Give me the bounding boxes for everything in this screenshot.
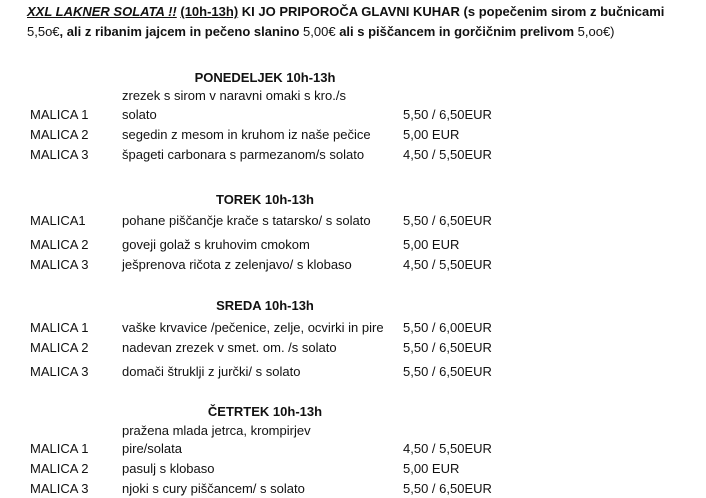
menu-row <box>0 237 706 254</box>
menu-row <box>0 481 706 498</box>
menu-dish: njoki s cury piščancem/ s solato <box>122 481 305 496</box>
salad-option-2: ali s piščancem in gorčičnim prelivom <box>339 24 575 39</box>
header-line-1 <box>27 4 664 19</box>
day-title: PONEDELJEK 10h-13h <box>194 70 336 85</box>
menu-price: 5,50 / 6,00EUR <box>403 320 492 335</box>
menu-dish: domači štruklji z jurčki/ s solato <box>122 364 301 379</box>
menu-code: MALICA 1 <box>30 320 89 335</box>
menu-dish: solato <box>122 107 157 122</box>
menu-price: 5,50 / 6,50EUR <box>403 481 492 496</box>
menu-row <box>0 340 706 357</box>
menu-price: 5,50 / 6,50EUR <box>403 213 492 228</box>
menu-price: 4,50 / 5,50EUR <box>403 257 492 272</box>
day-title: TOREK 10h-13h <box>215 192 314 207</box>
menu-row <box>0 213 706 230</box>
menu-row <box>0 147 706 164</box>
menu-code: MALICA 3 <box>30 364 89 379</box>
menu-dish: pire/solata <box>122 441 182 456</box>
salad-price-2: 5,00€ <box>303 24 336 39</box>
menu-code: MALICA 2 <box>30 461 89 476</box>
menu-code: MALICA 1 <box>30 441 89 456</box>
menu-row <box>0 127 706 144</box>
menu-code: MALICA 2 <box>30 340 89 355</box>
menu-dish: špageti carbonara s parmezanom/s solato <box>122 147 365 162</box>
menu-code: MALICA 2 <box>30 237 89 252</box>
day-title: ČETRTEK 10h-13h <box>207 404 323 419</box>
menu-dish: pasulj s klobaso <box>122 461 215 476</box>
salad-description: KI JO PRIPOROČA GLAVNI KUHAR (s popečenim sirom z bučnicami <box>241 4 665 19</box>
menu-price: 4,50 / 5,50EUR <box>403 441 492 456</box>
menu-row <box>0 364 706 381</box>
menu-row <box>0 423 706 440</box>
salad-price-3: 5,oo€) <box>577 24 615 39</box>
menu-dish: pohane piščančje krače s tatarsko/ s solato <box>122 213 371 228</box>
menu-dish: ješprenova ričota z zelenjavo/ s klobaso <box>122 257 352 272</box>
menu-code: MALICA 2 <box>30 127 89 142</box>
menu-price: 5,50 / 6,50EUR <box>403 364 492 379</box>
header-line-2 <box>27 24 615 39</box>
salad-price-1: 5,5o€ <box>27 24 60 39</box>
menu-dish: segedin z mesom in kruhom iz naše pečice <box>122 127 371 142</box>
menu-row <box>0 107 706 124</box>
menu-price: 4,50 / 5,50EUR <box>403 147 492 162</box>
salad-hours: (10h-13h) <box>180 4 239 19</box>
menu-price: 5,00 EUR <box>403 237 460 252</box>
menu-dish: goveji golaž s kruhovim cmokom <box>122 237 310 252</box>
menu-dish: nadevan zrezek v smet. om. /s solato <box>122 340 337 355</box>
menu-row <box>0 320 706 337</box>
menu-dish: zrezek s sirom v naravni omaki s kro./s <box>122 88 346 103</box>
menu-code: MALICA 1 <box>30 107 89 122</box>
menu-price: 5,50 / 6,50EUR <box>403 340 492 355</box>
menu-row <box>0 441 706 458</box>
menu-price: 5,50 / 6,50EUR <box>403 107 492 122</box>
menu-price: 5,00 EUR <box>403 127 460 142</box>
menu-row <box>0 461 706 478</box>
day-title: SREDA 10h-13h <box>216 298 314 313</box>
menu-dish: pražena mlada jetrca, krompirjev <box>122 423 311 438</box>
menu-code: MALICA1 <box>30 213 86 228</box>
salad-option-1: , ali z ribanim jajcem in pečeno slanino <box>59 24 300 39</box>
menu-code: MALICA 3 <box>30 147 89 162</box>
menu-dish: vaške krvavice /pečenice, zelje, ocvirki in pire <box>122 320 384 335</box>
menu-row <box>0 88 706 105</box>
salad-title: XXL LAKNER SOLATA !! <box>27 4 177 19</box>
menu-row <box>0 257 706 274</box>
menu-price: 5,00 EUR <box>403 461 460 476</box>
menu-code: MALICA 3 <box>30 257 89 272</box>
menu-code: MALICA 3 <box>30 481 89 496</box>
